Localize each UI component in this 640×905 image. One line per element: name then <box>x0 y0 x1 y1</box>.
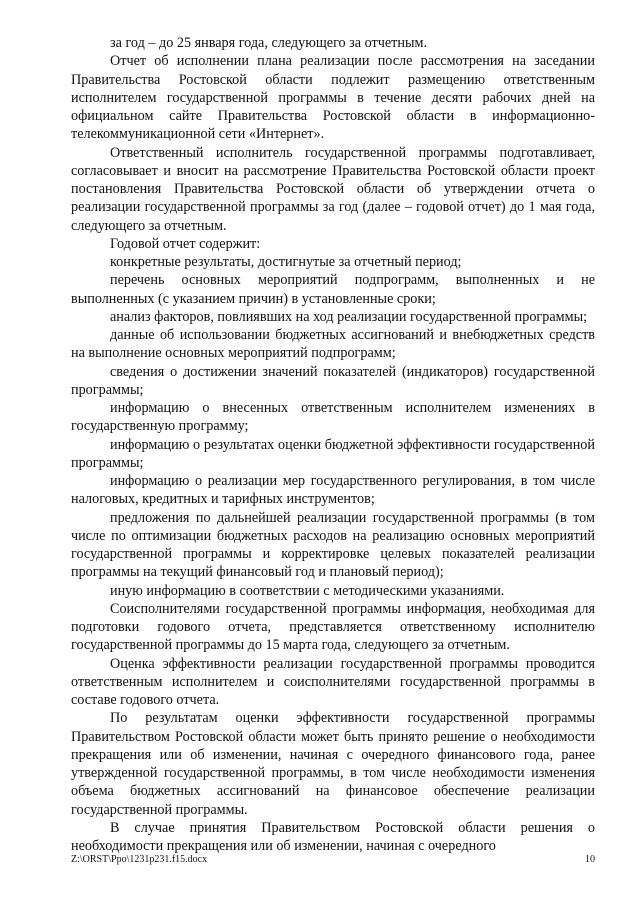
page-footer <box>71 853 595 867</box>
list-paragraph: анализ факторов, повлиявших на ход реализации государственной программы; <box>110 308 588 325</box>
list-paragraph: данные об использовании бюджетных ассигнований и внебюджетных средств на выполнение основных мероприятий подпрограмм; <box>71 327 595 362</box>
paragraph: за год – до 25 января года, следующего за отчетным. <box>110 35 428 51</box>
list-paragraph: конкретные результаты, достигнутые за отчетный период; <box>110 254 462 270</box>
footer-file-path: Z:\ORST\Ppo\1231p231.f15.docx <box>71 854 208 865</box>
paragraph: Годовой отчет содержит: <box>110 235 261 252</box>
paragraph: Отчет об исполнении плана реализации после рассмотрения на заседании Правительства Ростовской области подлежит размещению ответственным исполнителем государственной программы в течение десяти рабочих дней на официальном сайте Правительства Ростовской области в информационно-телекоммуникационной сети «Интернет». <box>71 53 595 143</box>
paragraph: В случае принятия Правительством Ростовской области решения о необходимости прекращения или об изменении, начиная с очередного <box>71 819 595 854</box>
list-paragraph: перечень основных мероприятий подпрограмм, выполненных и не выполненных (с указанием причин) в установленные сроки; <box>71 272 595 307</box>
list-paragraph: предложения по дальнейшей реализации государственной программы (в том числе по оптимизации бюджетных расходов на реализацию основных мероприятий государственной программы и корректировке целевых показателей реализации программы на текущий финансовый год и плановый период); <box>71 509 595 581</box>
list-paragraph: информацию о внесенных ответственным исполнителем изменениях в государственную программу; <box>71 400 595 435</box>
list-paragraph: сведения о достижении значений показателей (индикаторов) государственной программы; <box>71 363 595 398</box>
paragraph: По результатам оценки эффективности государственной программы Правительством Ростовской области может быть принято решение о необходимости прекращения или об изменении, начиная с очередного финансового года, ранее утвержденной государственной программы, в том числе необходимости изменения объема бюджетных ассигнований на финансовое обеспечение реализации государственной программы. <box>71 710 595 818</box>
page-number: 10 <box>585 854 595 865</box>
list-paragraph: информацию о реализации мер государственного регулирования, в том числе налоговых, кредитных и тарифных инструментов; <box>71 473 595 508</box>
paragraph: Ответственный исполнитель государственной программы подготавливает, согласовывает и вносит на рассмотрение Правительства Ростовской области проект постановления Правительства Ростовской области об утверждении отчета о реализации государственной программы за год (далее – годовой отчет) до 1 мая года, следующего за отчетным. <box>71 144 595 234</box>
paragraph: Соисполнителями государственной программы информация, необходимая для подготовки годового отчета, представляется ответственному исполнителю государственной программы до 15 марта года, следующего за отчетным. <box>71 600 595 654</box>
document-body <box>71 34 595 855</box>
list-paragraph: иную информацию в соответствии с методическими указаниями. <box>110 582 505 599</box>
paragraph: Оценка эффективности реализации государственной программы проводится ответственным исполнителем и соисполнителями государственной программы в составе годового отчета. <box>71 655 595 708</box>
list-paragraph: информацию о результатах оценки бюджетной эффективности государственной программы; <box>71 436 595 471</box>
